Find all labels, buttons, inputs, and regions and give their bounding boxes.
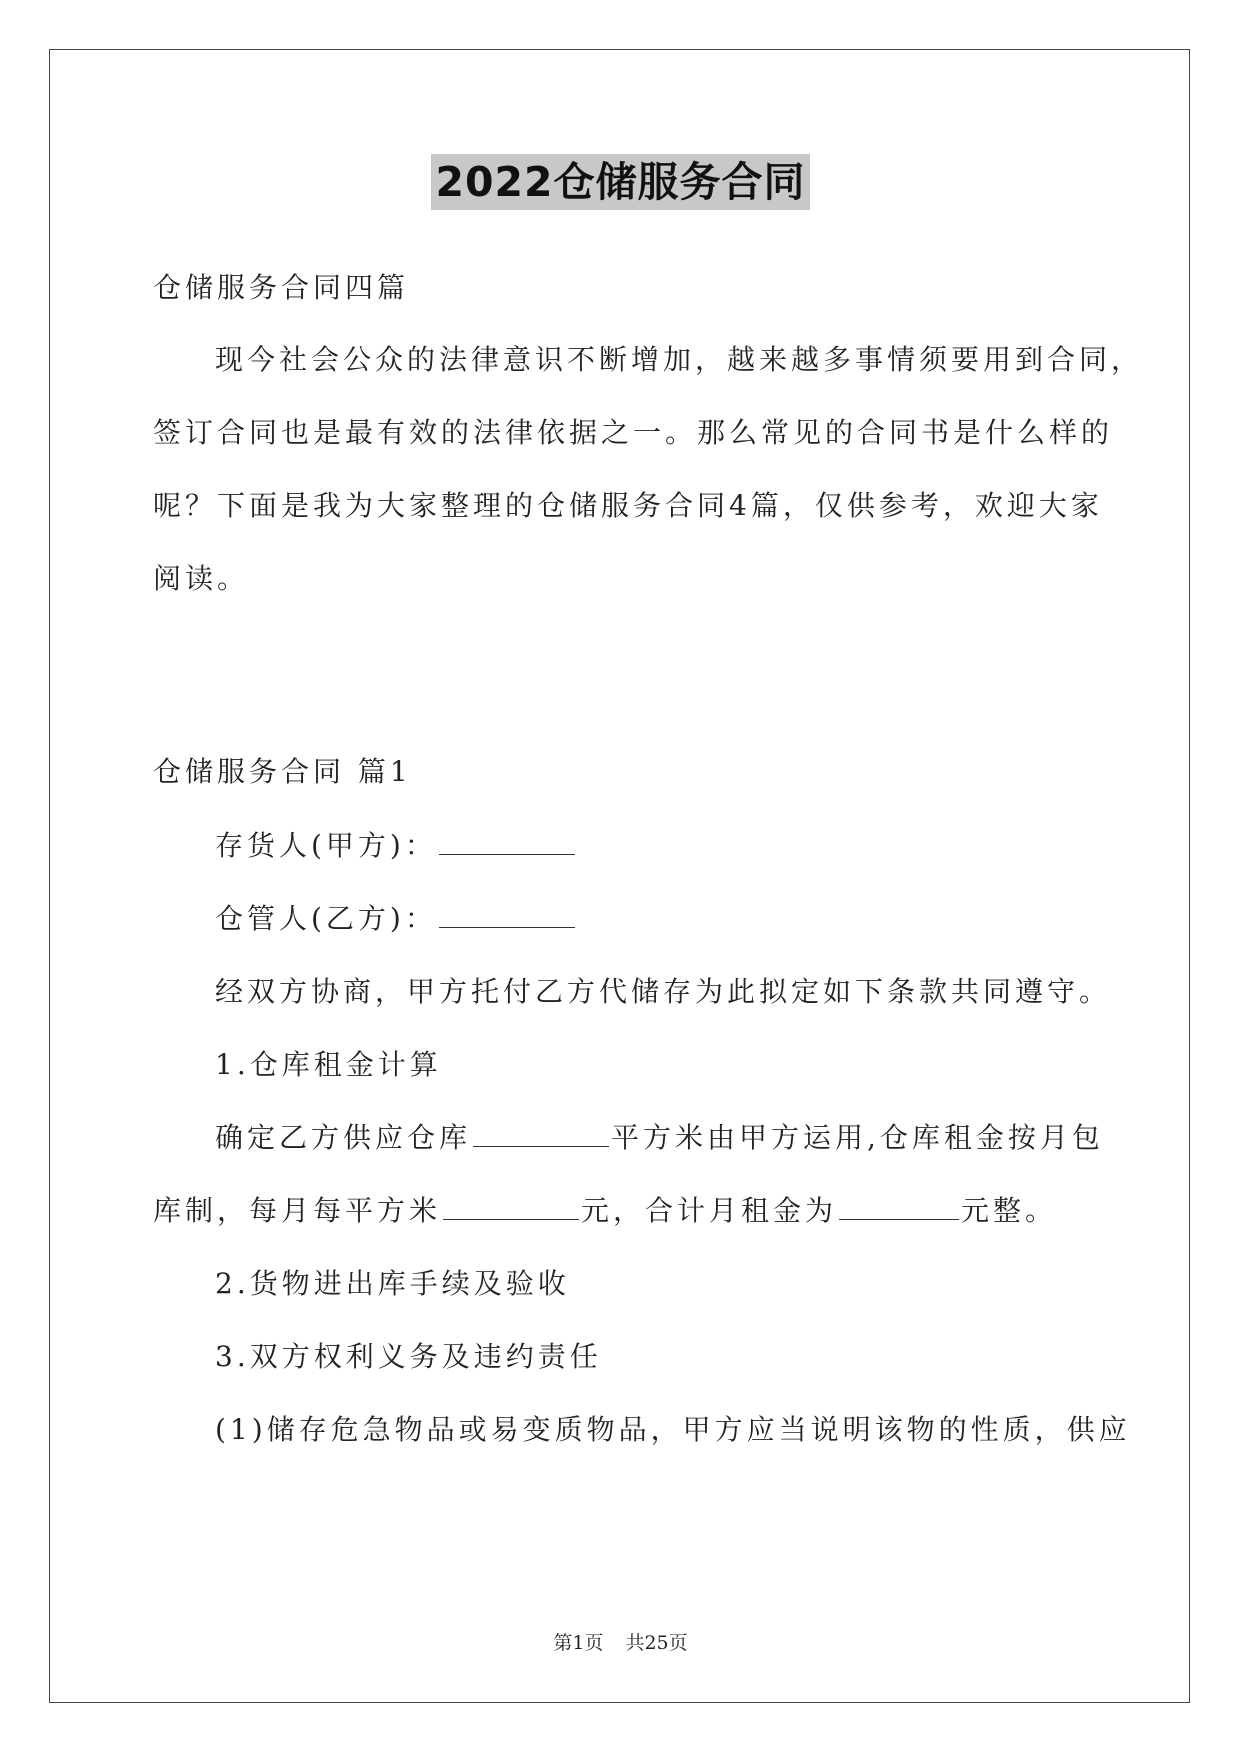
rent-text-c: 库制，每月每平方米 bbox=[153, 1194, 442, 1227]
party-a-line bbox=[215, 826, 577, 866]
item-3-1-text: (1)储存危急物品或易变质物品，甲方应当说明该物的性质，供应 bbox=[215, 1413, 1131, 1446]
page-footer bbox=[0, 1628, 1241, 1655]
party-b-line bbox=[215, 899, 577, 939]
page-number: 第1页 bbox=[553, 1632, 604, 1654]
rent-text-b: 平方米由甲方运用,仓库租金按月包 bbox=[611, 1121, 1104, 1154]
document-title-text: 2022仓储服务合同 bbox=[431, 154, 809, 210]
agreement-line: 经双方协商，甲方托付乙方代储存为此拟定如下条款共同遵守。 bbox=[215, 975, 1112, 1008]
item-1-heading: 1.仓库租金计算 bbox=[215, 1048, 442, 1081]
intro-line-2: 签订合同也是最有效的法律依据之一。那么常见的合同书是什么样的 bbox=[153, 416, 1114, 449]
page-total: 共25页 bbox=[625, 1632, 688, 1654]
monthly-rent-blank bbox=[839, 1191, 959, 1220]
item-3-heading: 3.双方权利义务及违约责任 bbox=[215, 1340, 602, 1373]
party-b-label: 仓管人(乙方)： bbox=[215, 902, 437, 935]
subtitle: 仓储服务合同四篇 bbox=[153, 271, 410, 304]
rent-text-d: 元，合计月租金为 bbox=[581, 1194, 838, 1227]
rent-line-2 bbox=[153, 1191, 1057, 1231]
item-2-heading: 2.货物进出库手续及验收 bbox=[215, 1267, 570, 1300]
party-b-blank bbox=[439, 899, 575, 928]
intro-line-3: 呢？下面是我为大家整理的仓储服务合同4篇，仅供参考，欢迎大家 bbox=[153, 489, 1103, 522]
rent-text-e: 元整。 bbox=[961, 1194, 1058, 1227]
intro-line-1: 现今社会公众的法律意识不断增加，越来越多事情须要用到合同， bbox=[215, 343, 1144, 376]
rent-line-1 bbox=[215, 1118, 1104, 1158]
party-a-label: 存货人(甲方)： bbox=[215, 829, 437, 862]
section-heading: 仓储服务合同 篇1 bbox=[153, 755, 412, 788]
party-a-blank bbox=[439, 826, 575, 855]
document-title bbox=[0, 154, 1241, 210]
rent-text-a: 确定乙方供应仓库 bbox=[215, 1121, 472, 1154]
warehouse-area-blank bbox=[473, 1118, 609, 1147]
unit-price-blank bbox=[443, 1191, 579, 1220]
intro-line-4: 阅读。 bbox=[153, 562, 250, 595]
